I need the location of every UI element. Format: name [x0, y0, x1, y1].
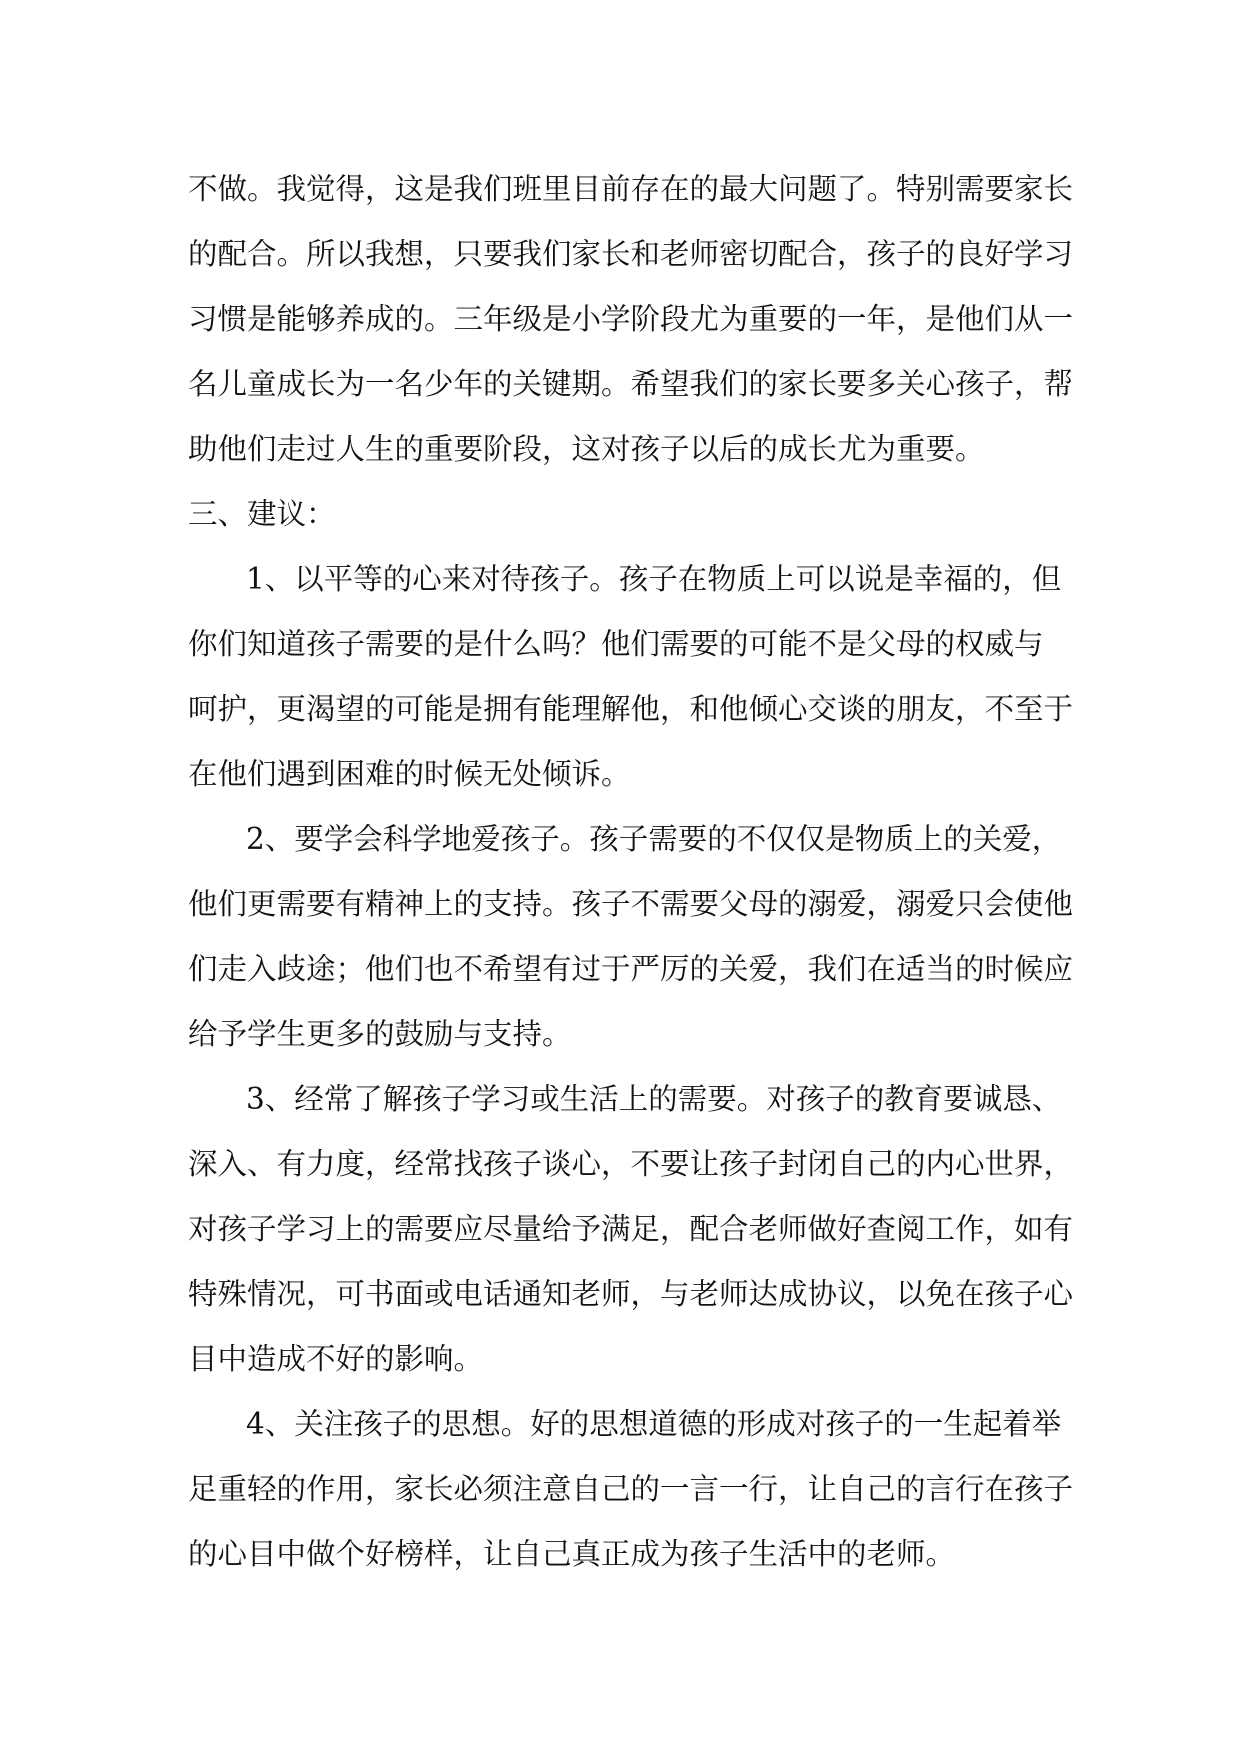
- suggestion-3-line: 3、经常了解孩子学习或生活上的需要。对孩子的教育要诚恳、: [246, 1082, 1062, 1116]
- suggestion-2-line: 给予学生更多的鼓励与支持。: [188, 1017, 572, 1051]
- suggestion-3-line: 对孩子学习上的需要应尽量给予满足，配合老师做好查阅工作，如有: [188, 1212, 1074, 1246]
- suggestion-2-line: 2、要学会科学地爱孩子。孩子需要的不仅仅是物质上的关爱，: [246, 822, 1062, 856]
- suggestion-3-line: 深入、有力度，经常找孩子谈心，不要让孩子封闭自己的内心世界，: [188, 1147, 1074, 1181]
- paragraph-line: 助他们走过人生的重要阶段，这对孩子以后的成长尤为重要。: [188, 432, 985, 466]
- document-body: [188, 157, 1074, 1587]
- suggestion-2-line: 他们更需要有精神上的支持。孩子不需要父母的溺爱，溺爱只会使他: [188, 887, 1074, 921]
- suggestion-3-line: 目中造成不好的影响。: [188, 1342, 484, 1376]
- suggestion-4-line: 的心目中做个好榜样，让自己真正成为孩子生活中的老师。: [188, 1537, 956, 1571]
- paragraph-line: 不做。我觉得，这是我们班里目前存在的最大问题了。特别需要家长: [188, 172, 1074, 206]
- suggestion-1-line: 你们知道孩子需要的是什么吗？他们需要的可能不是父母的权威与: [188, 627, 1044, 661]
- suggestion-2-line: 们走入歧途；他们也不希望有过于严厉的关爱，我们在适当的时候应: [188, 952, 1074, 986]
- suggestion-4-line: 足重轻的作用，家长必须注意自己的一言一行，让自己的言行在孩子: [188, 1472, 1074, 1506]
- suggestion-1-line: 在他们遇到困难的时候无处倾诉。: [188, 757, 631, 791]
- suggestion-4-line: 4、关注孩子的思想。好的思想道德的形成对孩子的一生起着举: [246, 1407, 1062, 1441]
- suggestion-3-line: 特殊情况，可书面或电话通知老师，与老师达成协议，以免在孩子心: [188, 1277, 1074, 1311]
- paragraph-line: 名儿童成长为一名少年的关键期。希望我们的家长要多关心孩子，帮: [188, 367, 1074, 401]
- paragraph-line: 的配合。所以我想，只要我们家长和老师密切配合，孩子的良好学习: [188, 237, 1074, 271]
- suggestion-1-line: 1、以平等的心来对待孩子。孩子在物质上可以说是幸福的，但: [246, 562, 1062, 596]
- suggestion-1-line: 呵护，更渴望的可能是拥有能理解他，和他倾心交谈的朋友，不至于: [188, 692, 1074, 726]
- paragraph-line: 习惯是能够养成的。三年级是小学阶段尤为重要的一年，是他们从一: [188, 302, 1074, 336]
- section-heading: 三、建议：: [188, 497, 336, 531]
